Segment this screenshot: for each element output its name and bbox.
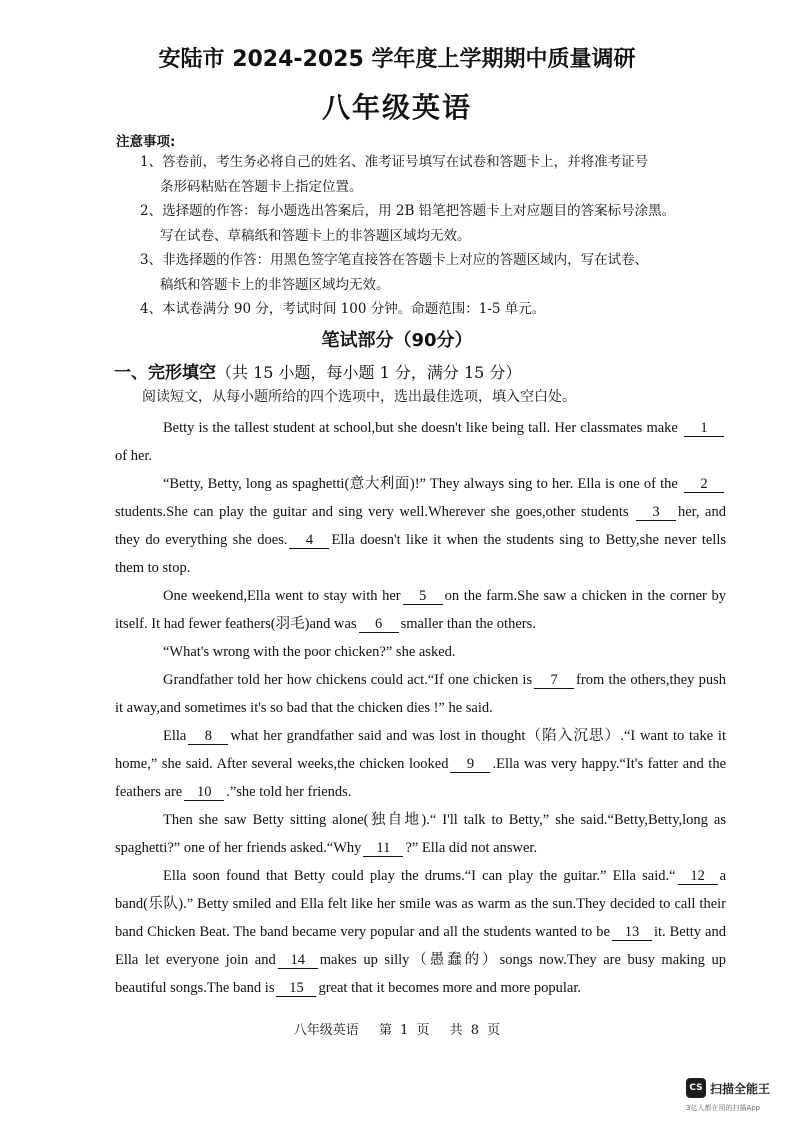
note-line: 稿纸和答题卡上的非答题区域均无效。 <box>160 276 390 293</box>
passage-paragraph <box>115 862 726 1002</box>
blank-1: 1 <box>684 420 724 437</box>
notes-heading: 注意事项: <box>116 134 176 150</box>
passage-paragraph <box>115 722 726 806</box>
scanner-watermark <box>686 1078 770 1098</box>
passage-text: Ella soon found that Betty could play the drums.“I can play the guitar.” Ella said.“ <box>163 868 676 884</box>
passage-text: .”she told her friends. <box>226 784 352 800</box>
blank-14: 14 <box>278 952 318 969</box>
passage-text: of her. <box>115 448 153 464</box>
part-detail: （共 15 小题，每小题 1 分，满分 15 分） <box>216 363 522 382</box>
passage-text: smaller than the others. <box>400 616 536 632</box>
passage-text: what her grandfather said and was lost in thought（陷入沉思）.“I want to take it home,” she said. After several weeks,the chicken looked <box>115 728 726 772</box>
passage-text: Then she saw Betty sitting alone(独自地).“ I'll talk to Betty,” she said.“Betty,Betty,long as spaghetti?” one of her friends asked.“Why <box>115 812 726 856</box>
footer-total: 共 8 页 <box>449 1023 501 1038</box>
passage-paragraph <box>115 666 726 722</box>
passage-text: great that it becomes more and more popular. <box>318 980 582 996</box>
footer-subject: 八年级英语 <box>293 1023 359 1038</box>
passage-text: Grandfather told her how chickens could act.“If one chicken is <box>163 672 533 688</box>
passage-text: One weekend,Ella went to stay with her <box>163 588 401 604</box>
exam-subject-title: 八年级英语 <box>321 91 472 124</box>
blank-10: 10 <box>184 784 224 801</box>
footer-page: 第 1 页 <box>378 1023 430 1038</box>
part-label: 一、完形填空 <box>114 363 216 383</box>
passage-text: Ella doesn't like it when the students sing to Betty,she never tells them to stop. <box>115 532 726 576</box>
blank-5: 5 <box>403 588 443 605</box>
page-footer <box>0 1019 794 1038</box>
passage-text: from the others,they push it away,and sometimes it's so bad that the chicken dies !” he said. <box>115 672 726 716</box>
watermark-tagline: 3亿人都在用的扫描App <box>686 1104 761 1112</box>
part-heading <box>114 358 521 383</box>
blank-12: 12 <box>678 868 718 885</box>
watermark-name: 扫描全能王 <box>710 1081 771 1096</box>
note-item <box>140 199 740 248</box>
passage-text: on the farm.She saw a chicken in the corner by itself. It had fewer feathers(羽毛)and was <box>115 588 726 632</box>
note-item <box>140 248 740 297</box>
passage-paragraph: “What's wrong with the poor chicken?” she asked. <box>163 644 456 660</box>
blank-8: 8 <box>188 728 228 745</box>
passage-text: it. Betty and Ella let everyone join and <box>115 924 726 968</box>
note-item <box>140 150 740 199</box>
exam-title: 安陆市 2024-2025 学年度上学期期中质量调研 <box>158 47 636 72</box>
section-title: 笔试部分（90分） <box>321 330 473 351</box>
blank-13: 13 <box>612 924 652 941</box>
cloze-passage <box>115 414 726 1002</box>
passage-paragraph <box>115 806 726 862</box>
passage-text: Betty is the tallest student at school,but she doesn't like being tall. Her classmates make <box>163 420 682 436</box>
note-line: 4、本试卷满分 90 分，考试时间 100 分钟。命题范围：1-5 单元。 <box>140 301 546 317</box>
passage-paragraph <box>115 414 726 470</box>
notes-list <box>140 150 740 322</box>
blank-9: 9 <box>450 756 490 773</box>
note-line: 写在试卷、草稿纸和答题卡上的非答题区域均无效。 <box>160 227 471 244</box>
blank-7: 7 <box>534 672 574 689</box>
passage-paragraph <box>115 470 726 582</box>
note-line: 2、选择题的作答：每小题选出答案后，用 2B 铅笔把答题卡上对应题目的答案标号涂黑。 <box>140 203 676 219</box>
passage-text: her, and they do everything she does. <box>115 504 726 548</box>
note-line: 1、答卷前，考生务必将自己的姓名、准考证号填写在试卷和答题卡上，并将准考证号 <box>140 154 649 170</box>
blank-3: 3 <box>636 504 676 521</box>
blank-11: 11 <box>363 840 403 857</box>
passage-text: “Betty, Betty, long as spaghetti(意大利面)!” They always sing to her. Ella is one of the <box>163 476 682 492</box>
blank-4: 4 <box>289 532 329 549</box>
blank-2: 2 <box>684 476 724 493</box>
blank-6: 6 <box>359 616 399 633</box>
passage-text: ?” Ella did not answer. <box>405 840 538 856</box>
blank-15: 15 <box>276 980 316 997</box>
passage-text: a band(乐队).” Betty smiled and Ella felt like her smile was as warm as the sun.They decided to call their band Chicken Beat. The band became very popular and all the students wanted to be <box>115 868 726 940</box>
passage-paragraph <box>115 582 726 638</box>
passage-text: makes up silly（愚蠢的）songs now.They are busy making up beautiful songs.The band is <box>115 952 726 996</box>
passage-text: .Ella was very happy.“It's fatter and the feathers are <box>115 756 727 800</box>
instruction: 阅读短文，从每小题所给的四个选项中，选出最佳选项，填入空白处。 <box>142 389 576 405</box>
passage-text: students.She can play the guitar and sing very well.Wherever she goes,other students <box>115 504 634 520</box>
camscanner-logo-icon: CS <box>686 1078 706 1098</box>
note-item <box>140 297 740 322</box>
note-line: 3、非选择题的作答：用黑色签字笔直接答在答题卡上对应的答题区域内，写在试卷、 <box>140 252 649 268</box>
passage-text: Ella <box>163 728 187 744</box>
note-line: 条形码粘贴在答题卡上指定位置。 <box>160 178 363 195</box>
